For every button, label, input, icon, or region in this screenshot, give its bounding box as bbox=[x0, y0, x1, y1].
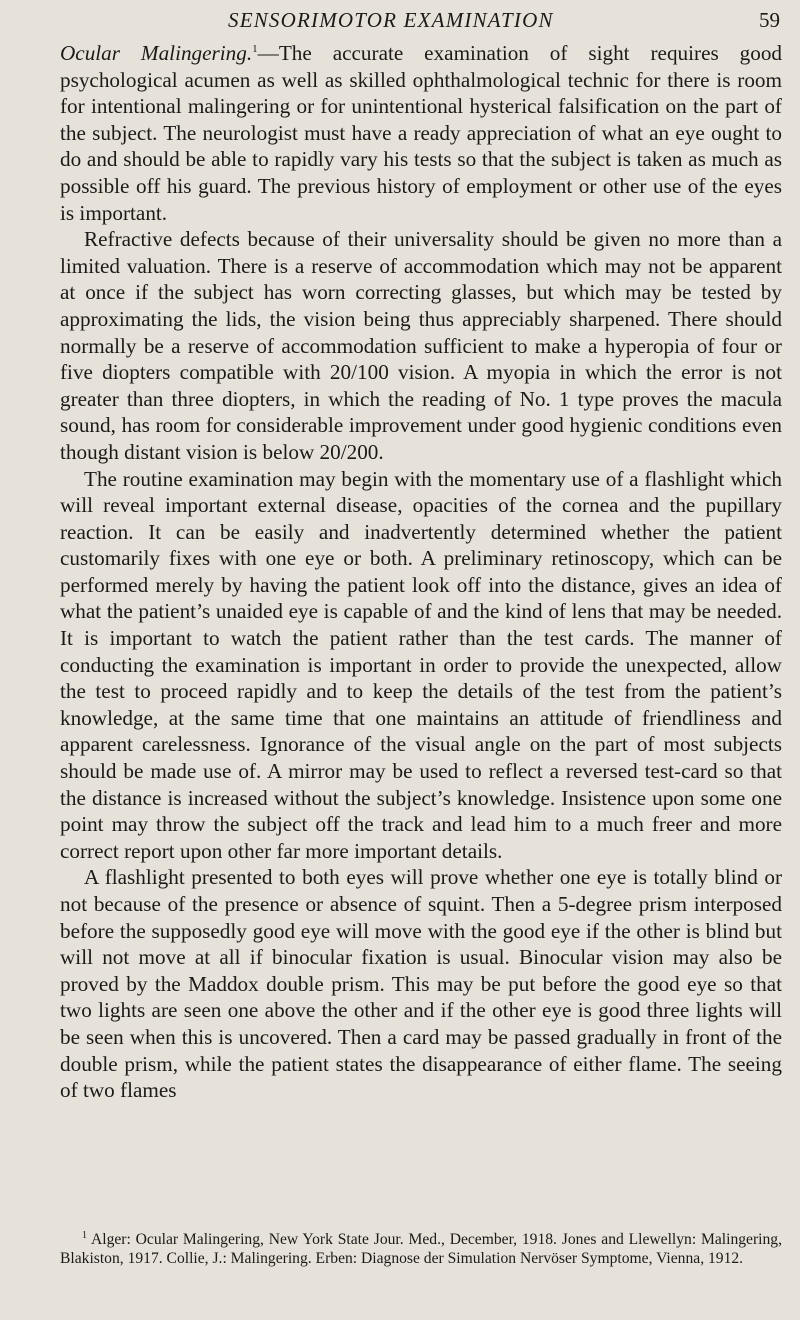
footnote-mark: 1 bbox=[82, 1229, 87, 1241]
paragraph-routine-examination: The routine examination may begin with the momentary use of a flashlight which will reveal important external disease, opacities of the cornea and the pupillary reaction. It can be easily and inadvertently determined whether the patient customarily fixes with one eye or both. A preliminary retinoscopy, which can be performed merely by having the patient look off into the distance, gives an idea of what the patient’s unaided eye is capable of and the kind of lens that may be needed. It is important to watch the patient rather than the test cards. The manner of conducting the examination is important in order to provide the unexpected, allow the test to proceed rapidly and to keep the details of the test from the patient’s knowledge, at the same time that one maintains an attitude of friendliness and apparent carelessness. Ignorance of the visual angle on the part of most subjects should be made use of. A mirror may be used to reflect a reversed test-card so that the distance is increased without the subject’s knowledge. Insistence upon some one point may throw the subject off the track and lead him to a much freer and more correct report upon other far more important details. bbox=[60, 466, 782, 863]
paragraph-ocular-malingering bbox=[60, 40, 782, 226]
section-title: Ocular Malingering. bbox=[60, 41, 253, 65]
paragraph-text: —The accurate examination of sight requires good psychological acumen as well as skilled ophthalmological technic for there is room for intentional malingering or for unintentional hysterical falsification on the part of the subject. The neurologist must have a ready appreciation of what an eye ought to do and should be able to rapidly vary his tests so that the subject is taken as much as possible off his guard. The previous history of employment or other use of the eyes is important. bbox=[60, 41, 783, 225]
paragraph-flashlight-test: A flashlight presented to both eyes will prove whether one eye is totally blind or not because of the presence or absence of squint. Then a 5-degree prism interposed before the supposedly good eye will move with the good eye if the other is blind but will not move at all if binocular fixation is usual. Binocular vision may also be proved by the Maddox double prism. This may be put before the good eye so that two lights are seen one above the other and if the other eye is good three lights will be seen when this is uncovered. Then a card may be passed gradually in front of the double prism, while the patient states the disappearance of either flame. The seeing of two flames bbox=[60, 865, 782, 1103]
page-number: 59 bbox=[759, 8, 780, 32]
page-header bbox=[0, 8, 800, 38]
running-head: SENSORIMOTOR EXAMINATION bbox=[228, 8, 554, 32]
footnote bbox=[60, 1230, 782, 1268]
paragraph-refractive-defects: Refractive defects because of their universality should be given no more than a limited valuation. There is a reserve of accommodation which may not be apparent at once if the subject has worn correcting glasses, but which may be tested by approximating the lids, the vision being thus appreciably sharpened. There should normally be a reserve of accommodation sufficient to make a hyperopia of four or five diopters compatible with 20/100 vision. A myopia in which the error is not greater than three diopters, in which the reading of No. 1 type proves the macula sound, has room for considerable improvement under good hygienic conditions even though distant vision is below 20/200. bbox=[60, 227, 782, 464]
footnote-text: Alger: Ocular Malingering, New York State Jour. Med., December, 1918. Jones and Llewellyn: Malingering, Blakiston, 1917. Collie, J.: Malingering. Erben: Diagnose der Simulation Nervöser Symptome, Vienna, 1912. bbox=[60, 1231, 782, 1267]
footnote-reference: 1 bbox=[252, 42, 258, 55]
body-text bbox=[60, 40, 782, 1104]
